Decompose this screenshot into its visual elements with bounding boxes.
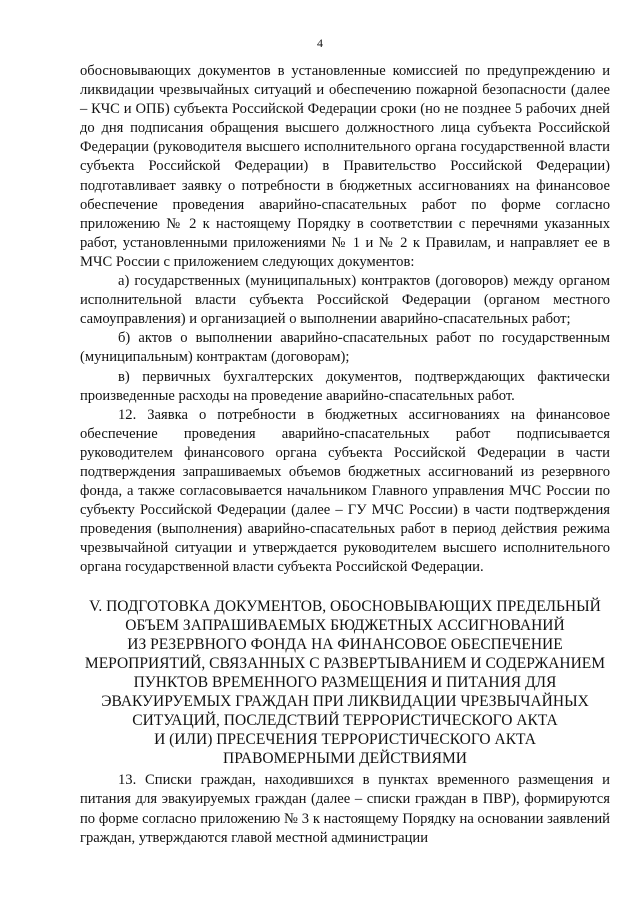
paragraph-13: 13. Списки граждан, находившихся в пунктах временного размещения и питания для эвакуируемых граждан (далее – списки граждан в ПВР), формируются по форме согласно приложению № 3 к настоящему Порядку на основании заявлений граждан, утверждаются главой местной администрации: [80, 772, 610, 846]
heading-line: ИЗ РЕЗЕРВНОГО ФОНДА НА ФИНАНСОВОЕ ОБЕСПЕЧЕНИЕ: [127, 636, 563, 653]
list-item-c: в) первичных бухгалтерских документов, подтверждающих фактически произведенные расходы на проведение аварийно-спасательных работ.: [80, 368, 610, 404]
heading-line: V. ПОДГОТОВКА ДОКУМЕНТОВ, ОБОСНОВЫВАЮЩИХ ПРЕДЕЛЬНЫЙ: [89, 598, 601, 615]
list-item-b: б) актов о выполнении аварийно-спасательных работ по государственным (муниципальным) контрактам (договорам);: [80, 330, 610, 366]
heading-line: МЕРОПРИЯТИЙ, СВЯЗАННЫХ С РАЗВЕРТЫВАНИЕМ И СОДЕРЖАНИЕМ: [84, 655, 606, 672]
heading-line: ЭВАКУИРУЕМЫХ ГРАЖДАН ПРИ ЛИКВИДАЦИИ ЧРЕЗВЫЧАЙНЫХ: [101, 693, 589, 710]
heading-line: ПУНКТОВ ВРЕМЕННОГО РАЗМЕЩЕНИЯ И ПИТАНИЯ ДЛЯ: [133, 674, 557, 691]
paragraph-12: 12. Заявка о потребности в бюджетных ассигнованиях на финансовое обеспечение проведения аварийно-спасательных работ подписывается руководителем финансового органа субъекта Российской Федерации в части подтверждения запрашиваемых объемов бюджетных ассигнований из резервного фонда, а также согласовывается начальником Главного управления МЧС России по субъекту Российской Федерации (далее – ГУ МЧС России) в части подтверждения проведения (выполнения) аварийно-спасательных работ в период действия режима чрезвычайной ситуации и утверждается руководителем высшего исполнительного органа государственной власти субъекта Российской Федерации.: [80, 406, 610, 576]
page-number: 4: [317, 36, 323, 50]
body-text-bottom: [80, 771, 610, 848]
heading-line: ПРАВОМЕРНЫМИ ДЕЙСТВИЯМИ: [223, 750, 467, 767]
paragraph-continued: обосновывающих документов в установленные комиссией по предупреждению и ликвидации чрезвычайных ситуаций и обеспечению пожарной безопасности (далее – КЧС и ОПБ) субъекта Российской Федерации сроки (но не позднее 5 рабочих дней до дня подписания обращения высшего должностного лица субъекта Российской Федерации (руководителя высшего исполнительного органа государственной власти субъекта Российской Федерации) в Правительство Российской Федерации) подготавливает заявку о потребности в бюджетных ассигнованиях на финансовое обеспечение проведения аварийно-спасательных работ по форме согласно приложению № 2 к настоящему Порядку в соответствии с перечнями указанных работ, установленными приложениями № 1 и № 2 к Правилам, и направляет ее в МЧС России с приложением следующих документов:: [80, 63, 610, 270]
body-text-top: [80, 62, 610, 578]
list-item-a: а) государственных (муниципальных) контрактов (договоров) между органом исполнительной власти субъекта Российской Федерации (органом местного самоуправления) и организацией о выполнении аварийно-спасательных работ;: [80, 273, 610, 328]
section-heading: [80, 597, 610, 768]
heading-line: ОБЪЕМ ЗАПРАШИВАЕМЫХ БЮДЖЕТНЫХ АССИГНОВАНИЙ: [125, 617, 565, 634]
heading-line: И (ИЛИ) ПРЕСЕЧЕНИЯ ТЕРРОРИСТИЧЕСКОГО АКТА: [154, 731, 536, 748]
heading-line: СИТУАЦИЙ, ПОСЛЕДСТВИЙ ТЕРРОРИСТИЧЕСКОГО АКТА: [132, 712, 558, 729]
